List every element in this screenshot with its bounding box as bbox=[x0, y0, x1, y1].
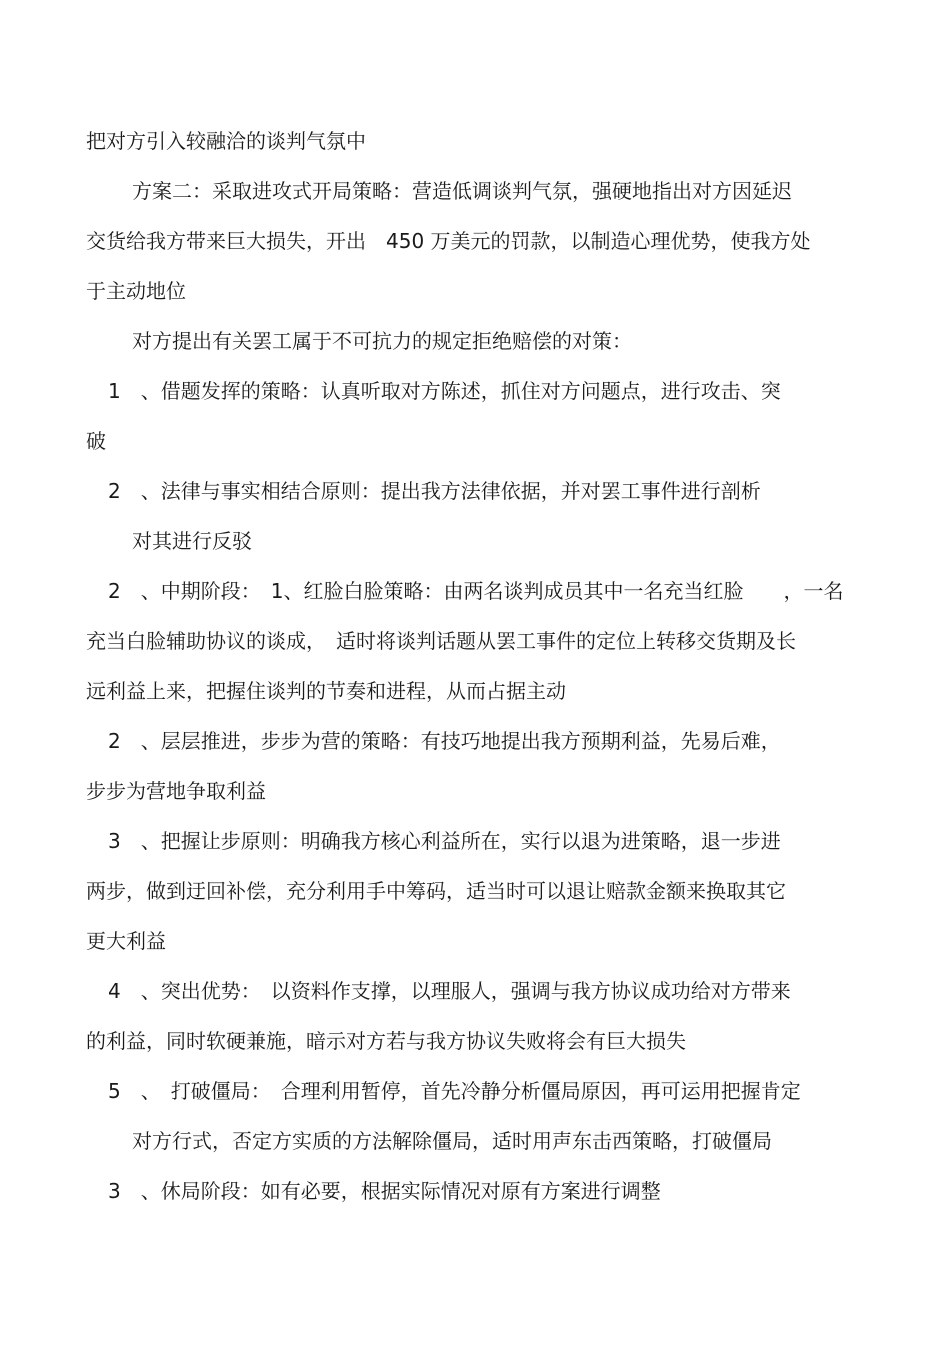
text-line-12: 远利益上来，把握住谈判的节奏和进程，从而占据主动 bbox=[86, 679, 566, 703]
text-line-14: 步步为营地争取利益 bbox=[86, 779, 266, 803]
text-line-1: 把对方引入较融洽的谈判气氛中 bbox=[86, 129, 366, 153]
text-line-13: 2 、层层推进，步步为营的策略：有技巧地提出我方预期利益，先易后难， bbox=[108, 729, 781, 753]
text-line-6: 1 、借题发挥的策略：认真听取对方陈述，抓住对方问题点，进行攻击、突 bbox=[108, 379, 781, 403]
text-line-2: 方案二：采取进攻式开局策略：营造低调谈判气氛，强硬地指出对方因延迟 bbox=[132, 179, 792, 203]
text-line-20: 5 、 打破僵局： 合理利用暂停，首先冷静分析僵局原因，再可运用把握肯定 bbox=[108, 1079, 801, 1103]
text-line-17: 更大利益 bbox=[86, 929, 166, 953]
text-line-8: 2 、法律与事实相结合原则：提出我方法律依据，并对罢工事件进行剖析 bbox=[108, 479, 761, 503]
text-line-11: 充当白脸辅助协议的谈成， 适时将谈判话题从罢工事件的定位上转移交货期及长 bbox=[86, 629, 796, 653]
text-line-5: 对方提出有关罢工属于不可抗力的规定拒绝赔偿的对策： bbox=[132, 329, 632, 353]
text-line-19: 的利益，同时软硬兼施，暗示对方若与我方协议失败将会有巨大损失 bbox=[86, 1029, 686, 1053]
text-line-21: 对方行式，否定方实质的方法解除僵局，适时用声东击西策略，打破僵局 bbox=[132, 1129, 772, 1153]
text-line-9: 对其进行反驳 bbox=[132, 529, 252, 553]
text-line-18: 4 、突出优势： 以资料作支撑，以理服人，强调与我方协议成功给对方带来 bbox=[108, 979, 791, 1003]
text-line-10: 2 、中期阶段： 1、红脸白脸策略：由两名谈判成员其中一名充当红脸 ，一名 bbox=[108, 579, 844, 603]
text-line-22: 3 、休局阶段：如有必要，根据实际情况对原有方案进行调整 bbox=[108, 1179, 661, 1203]
text-line-15: 3 、把握让步原则：明确我方核心利益所在，实行以退为进策略，退一步进 bbox=[108, 829, 781, 853]
text-line-3: 交货给我方带来巨大损失，开出 450 万美元的罚款，以制造心理优势，使我方处 bbox=[86, 229, 811, 253]
text-line-4: 于主动地位 bbox=[86, 279, 186, 303]
text-line-7: 破 bbox=[86, 429, 106, 453]
text-line-16: 两步，做到迂回补偿，充分利用手中筹码，适当时可以退让赔款金额来换取其它 bbox=[86, 879, 786, 903]
